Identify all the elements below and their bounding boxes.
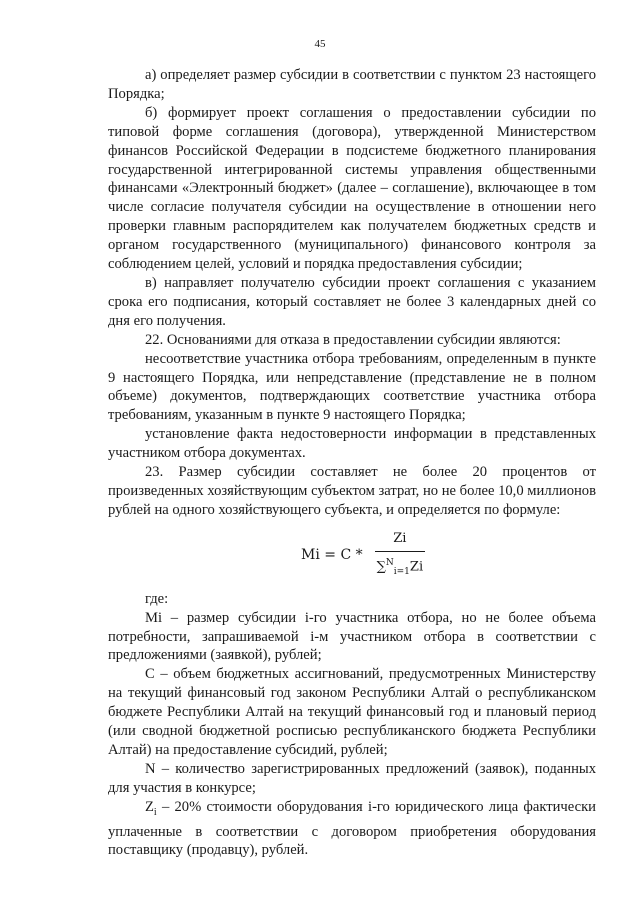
formula-lhs: Mi = C * — [301, 547, 363, 564]
definition-n: N – количество зарегистрированных предложений (заявок), поданных для участия в конкурсе; — [108, 760, 596, 796]
definition-mi: Mi – размер субсидии i-го участника отбора, но не более объема потребности, запрашиваемой i-м участником отбора в соответствии с предложениями (заявкой), рублей; — [108, 609, 596, 664]
paragraph-v: в) направляет получателю субсидии проект соглашения с указанием срока его подписания, который составляет не более 3 календарных дней со дня его получения. — [108, 274, 596, 329]
subsidy-formula — [108, 520, 596, 590]
definitions-intro: где: — [145, 590, 169, 607]
paragraph-22-reason-2: установление факта недостоверности информации в представленных участником отбора документах. — [108, 426, 596, 462]
definition-c: C – объем бюджетных ассигнований, предусмотренных Министерству на текущий финансовый год законом Республики Алтай о республиканском бюджете Республики Алтай на текущий финансовый год и плановый период (или сводной бюджетной росписью республиканского бюджета Республики Алтай) на предоставление субсидий, рублей; — [108, 666, 596, 758]
paragraph-22-reason-1: несоответствие участника отбора требованиям, определенным в пункте 9 настоящего Порядка, или непредставление (представление не в полном объеме) документов, подтверждающих соответствие участника отбора требованиям, указанным в пункте 9 настоящего Порядка; — [108, 350, 596, 424]
definition-zi — [108, 798, 596, 861]
formula-numerator: Zi — [393, 530, 407, 546]
definition-zi-symbol: Z — [145, 798, 154, 815]
paragraph-a: а) определяет размер субсидии в соответствии с пунктом 23 настоящего Порядка; — [108, 67, 596, 102]
formula-denominator — [375, 551, 426, 582]
denominator-term: Zi — [409, 558, 424, 574]
sigma-upper-limit: N — [385, 557, 394, 568]
paragraph-23: 23. Размер субсидии составляет не более 20 процентов от произведенных хозяйствующим субъектом затрат, но не более 10,0 миллионов рублей на одного хозяйствующего субъекта, и определяется по формуле: — [108, 464, 596, 518]
formula-fraction — [375, 530, 426, 582]
sigma-lower-limit: i=1 — [393, 566, 410, 577]
definition-zi-text: – 20% стоимости оборудования i-го юридического лица фактически уплаченные в соответствии с договором приобретения оборудования поставщику (продавцу), рублей. — [108, 798, 596, 859]
sigma-symbol: ∑ — [376, 558, 386, 574]
document-body — [108, 66, 596, 860]
definition-zi-subscript: i — [153, 806, 157, 818]
page-number: 45 — [314, 38, 326, 50]
paragraph-22: 22. Основаниями для отказа в предоставлении субсидии являются: — [145, 331, 561, 348]
paragraph-b: б) формирует проект соглашения о предоставлении субсидии по типовой форме соглашения (договора), утвержденной Министерством финансов Российской Федерации в подсистеме бюджетного планирования государственной интегрированной системы управления общественными финансами «Электронный бюджет» (далее – соглашение), включающее в том числе согласие получателя субсидии на осуществление в отношении него проверки главным распорядителем как получателем бюджетных средств и органом государственного (муниципального) финансового контроля за соблюдением целей, условий и порядка предоставления субсидии; — [108, 104, 596, 273]
